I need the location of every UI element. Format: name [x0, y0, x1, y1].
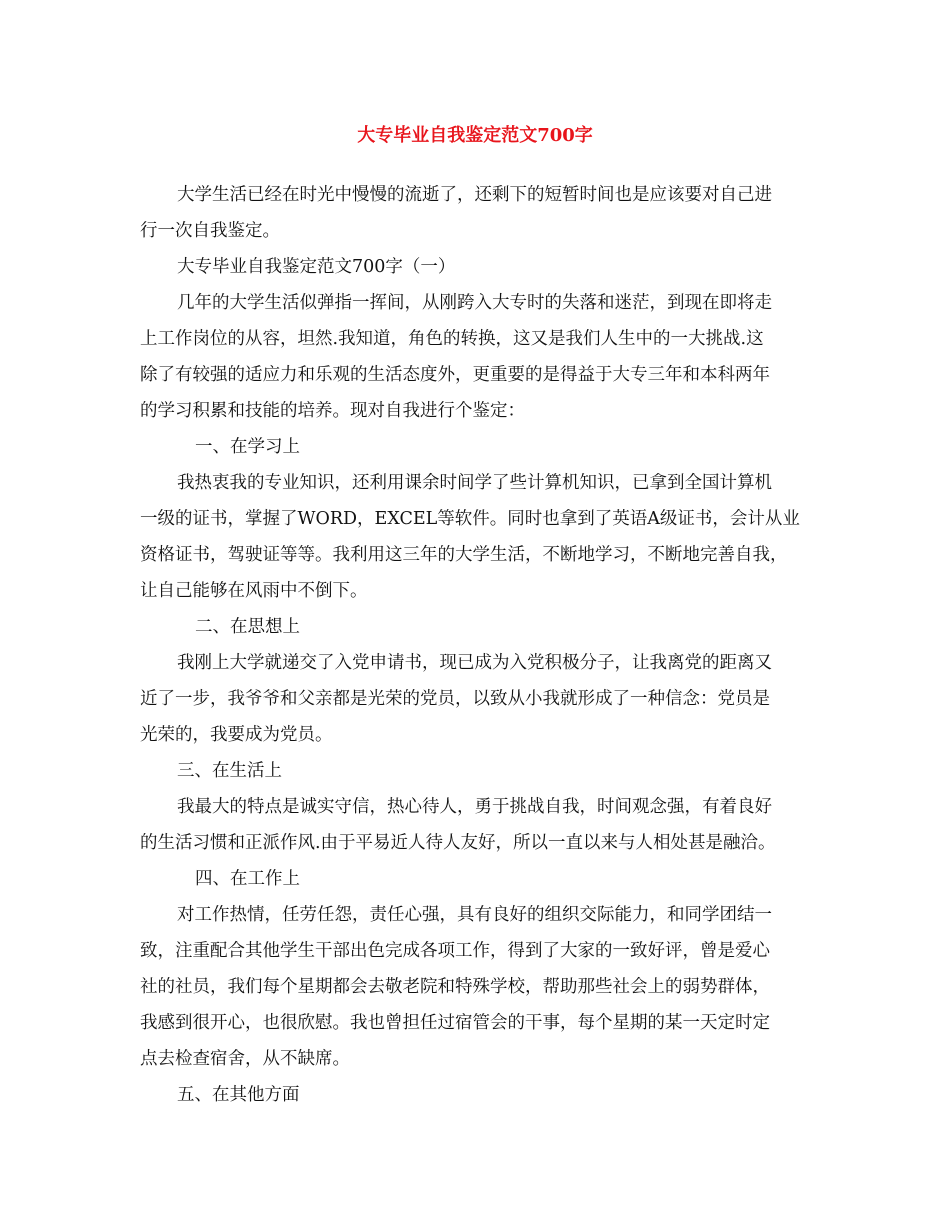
life-line-2: 的生活习惯和正派作风.由于平易近人待人友好，所以一直以来与人相处甚是融洽。: [140, 833, 776, 853]
work-line-1: 对工作热情，任劳任怨，责任心强，具有良好的组织交际能力，和同学团结一: [177, 905, 772, 925]
section-heading-work: 四、在工作上: [195, 869, 300, 889]
paragraph1-line-1: 几年的大学生活似弹指一挥间，从刚跨入大专时的失落和迷茫，到现在即将走: [177, 293, 772, 313]
study-line-4: 让自己能够在风雨中不倒下。: [140, 581, 368, 601]
section-heading-study: 一、在学习上: [195, 437, 300, 457]
section-heading-thought: 二、在思想上: [195, 617, 300, 637]
study-line-1: 我热衷我的专业知识，还利用课余时间学了些计算机知识，已拿到全国计算机: [177, 473, 772, 493]
work-line-5: 点去检查宿舍，从不缺席。: [140, 1049, 350, 1069]
study-line-3: 资格证书，驾驶证等等。我利用这三年的大学生活，不断地学习，不断地完善自我，: [140, 545, 788, 565]
paragraph1-line-3: 除了有较强的适应力和乐观的生活态度外，更重要的是得益于大专三年和本科两年: [140, 365, 770, 385]
thought-line-3: 光荣的，我要成为党员。: [140, 725, 333, 745]
intro-line-2: 行一次自我鉴定。: [140, 221, 280, 241]
document-title: 大专毕业自我鉴定范文700字: [357, 125, 593, 146]
section-heading-other: 五、在其他方面: [177, 1085, 300, 1105]
section-heading-life: 三、在生活上: [177, 761, 282, 781]
work-line-2: 致，注重配合其他学生干部出色完成各项工作，得到了大家的一致好评，曾是爱心: [140, 941, 770, 961]
life-line-1: 我最大的特点是诚实守信，热心待人，勇于挑战自我，时间观念强，有着良好: [177, 797, 772, 817]
intro-line-1: 大学生活已经在时光中慢慢的流逝了，还剩下的短暂时间也是应该要对自己进: [177, 185, 772, 205]
work-line-4: 我感到很开心，也很欣慰。我也曾担任过宿管会的干事，每个星期的某一天定时定: [140, 1013, 770, 1033]
thought-line-2: 近了一步，我爷爷和父亲都是光荣的党员，以致从小我就形成了一种信念：党员是: [140, 689, 770, 709]
thought-line-1: 我刚上大学就递交了入党申请书，现已成为入党积极分子，让我离党的距离又: [177, 653, 772, 673]
paragraph1-line-4: 的学习积累和技能的培养。现对自我进行个鉴定：: [140, 401, 525, 421]
study-line-2: 一级的证书，掌握了WORD，EXCEL等软件。同时也拿到了英语A级证书，会计从业: [140, 509, 800, 529]
work-line-3: 社的社员，我们每个星期都会去敬老院和特殊学校，帮助那些社会上的弱势群体，: [140, 977, 770, 997]
paragraph1-line-2: 上工作岗位的从容，坦然.我知道，角色的转换，这又是我们人生中的一大挑战.这: [140, 329, 764, 349]
subtitle: 大专毕业自我鉴定范文700字（一）: [177, 257, 456, 277]
